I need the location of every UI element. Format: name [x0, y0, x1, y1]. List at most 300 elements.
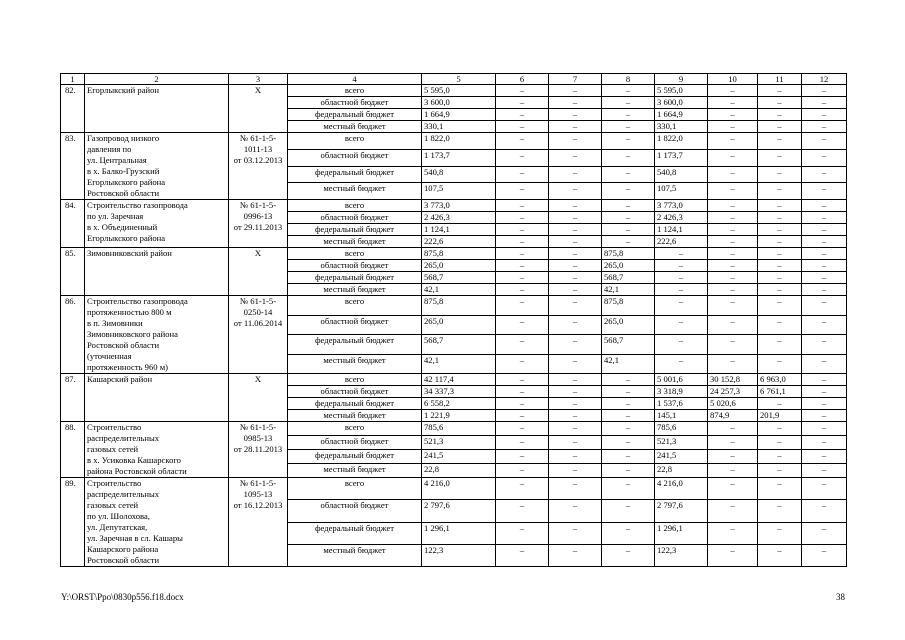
- value-cell: 3 773,0: [655, 200, 708, 212]
- funding-source: областной бюджет: [288, 149, 422, 166]
- funding-source: всего: [288, 200, 422, 212]
- column-number-4: 4: [288, 74, 422, 85]
- value-cell: –: [549, 398, 602, 410]
- value-cell: 5 020,6: [708, 398, 758, 410]
- value-cell: –: [802, 296, 847, 316]
- funding-source: федеральный бюджет: [288, 166, 422, 183]
- item-name-line: по ул. Заречная: [87, 211, 144, 221]
- value-cell: –: [602, 200, 655, 212]
- value-cell: –: [802, 354, 847, 374]
- value-cell: 22,8: [422, 464, 496, 478]
- item-document-line: 1011-13: [243, 144, 273, 154]
- value-cell: –: [708, 284, 758, 296]
- value-cell: –: [802, 149, 847, 166]
- item-document-line: 0250-14: [243, 307, 273, 317]
- item-document-line: № 61-1-5-: [239, 296, 277, 306]
- funding-source: областной бюджет: [288, 500, 422, 522]
- value-cell: –: [496, 284, 549, 296]
- value-cell: –: [549, 478, 602, 500]
- value-cell: 34 337,3: [422, 386, 496, 398]
- value-cell: –: [496, 260, 549, 272]
- value-cell: –: [758, 248, 802, 260]
- funding-source: областной бюджет: [288, 212, 422, 224]
- footer-file-path: Y:\ORST\Ppo\0830p556.f18.docx: [61, 592, 184, 602]
- value-cell: 222,6: [422, 236, 496, 248]
- item-name-line: Егорлыкский район: [87, 85, 160, 95]
- value-cell: 241,5: [422, 450, 496, 464]
- value-cell: –: [496, 236, 549, 248]
- value-cell: 6 963,0: [758, 374, 802, 386]
- item-number: 86.: [61, 296, 85, 374]
- value-cell: –: [549, 335, 602, 355]
- value-cell: –: [708, 248, 758, 260]
- value-cell: –: [496, 436, 549, 450]
- value-cell: –: [802, 212, 847, 224]
- value-cell: –: [496, 97, 549, 109]
- value-cell: –: [708, 522, 758, 544]
- value-cell: –: [496, 522, 549, 544]
- value-cell: 1 822,0: [422, 133, 496, 150]
- value-cell: 42 117,4: [422, 374, 496, 386]
- funding-source: федеральный бюджет: [288, 109, 422, 121]
- item-name-line: распределительных: [87, 489, 160, 499]
- value-cell: 6 558,2: [422, 398, 496, 410]
- value-cell: –: [549, 386, 602, 398]
- value-cell: 1 173,7: [422, 149, 496, 166]
- value-cell: –: [802, 464, 847, 478]
- value-cell: 22,8: [655, 464, 708, 478]
- value-cell: –: [758, 183, 802, 200]
- value-cell: –: [549, 410, 602, 422]
- value-cell: 521,3: [655, 436, 708, 450]
- value-cell: –: [496, 224, 549, 236]
- footer-page-number: 38: [836, 592, 845, 602]
- value-cell: –: [496, 335, 549, 355]
- item-document-line: № 61-1-5-: [239, 200, 277, 210]
- column-number-3: 3: [229, 74, 288, 85]
- value-cell: –: [496, 121, 549, 133]
- value-cell: 3 600,0: [422, 97, 496, 109]
- value-cell: –: [758, 315, 802, 335]
- item-name-line: газовых сетей: [87, 500, 139, 510]
- value-cell: 521,3: [422, 436, 496, 450]
- value-cell: –: [708, 85, 758, 97]
- value-cell: 568,7: [602, 272, 655, 284]
- value-cell: –: [758, 544, 802, 566]
- item-document-line: № 61-1-5-: [239, 133, 277, 143]
- value-cell: –: [708, 272, 758, 284]
- value-cell: –: [549, 436, 602, 450]
- item-document-line: № 61-1-5-: [239, 422, 277, 432]
- value-cell: 1 173,7: [655, 149, 708, 166]
- value-cell: –: [708, 109, 758, 121]
- value-cell: –: [758, 149, 802, 166]
- value-cell: –: [802, 200, 847, 212]
- value-cell: –: [802, 224, 847, 236]
- item-name-line: в х. Усиковка Кашарского: [87, 455, 181, 465]
- funding-source: всего: [288, 478, 422, 500]
- value-cell: –: [549, 183, 602, 200]
- item-name-line: ул. Депутатская,: [87, 522, 148, 532]
- value-cell: –: [602, 85, 655, 97]
- item-name-line: Строительство газопровода: [87, 296, 188, 306]
- value-cell: 1 822,0: [655, 133, 708, 150]
- value-cell: –: [802, 436, 847, 450]
- column-number-5: 5: [422, 74, 496, 85]
- value-cell: –: [602, 374, 655, 386]
- value-cell: –: [496, 212, 549, 224]
- value-cell: –: [758, 133, 802, 150]
- value-cell: –: [758, 478, 802, 500]
- value-cell: –: [758, 272, 802, 284]
- value-cell: 5 001,6: [655, 374, 708, 386]
- value-cell: –: [496, 422, 549, 436]
- budget-table: [60, 73, 847, 567]
- item-name-line: Строительство газопровода: [87, 200, 188, 210]
- item-number: 85.: [61, 248, 85, 296]
- value-cell: 2 797,6: [422, 500, 496, 522]
- funding-source: областной бюджет: [288, 97, 422, 109]
- value-cell: –: [802, 410, 847, 422]
- value-cell: –: [602, 224, 655, 236]
- item-name: [85, 200, 229, 248]
- value-cell: –: [549, 166, 602, 183]
- value-cell: –: [802, 284, 847, 296]
- value-cell: –: [496, 410, 549, 422]
- table-row: [61, 374, 847, 386]
- value-cell: 568,7: [602, 335, 655, 355]
- table-row: [61, 133, 847, 150]
- value-cell: –: [758, 422, 802, 436]
- value-cell: –: [602, 183, 655, 200]
- value-cell: –: [708, 166, 758, 183]
- value-cell: –: [549, 133, 602, 150]
- value-cell: –: [549, 224, 602, 236]
- value-cell: –: [602, 410, 655, 422]
- funding-source: всего: [288, 374, 422, 386]
- value-cell: –: [549, 121, 602, 133]
- funding-source: областной бюджет: [288, 315, 422, 335]
- item-name-line: Ростовской области: [87, 340, 160, 350]
- value-cell: 2 797,6: [655, 500, 708, 522]
- value-cell: –: [655, 248, 708, 260]
- value-cell: –: [549, 422, 602, 436]
- value-cell: 1 664,9: [422, 109, 496, 121]
- item-name-line: в х. Объединенный: [87, 222, 158, 232]
- value-cell: –: [802, 236, 847, 248]
- value-cell: –: [708, 200, 758, 212]
- value-cell: 330,1: [655, 121, 708, 133]
- column-number-6: 6: [496, 74, 549, 85]
- item-document-line: от 03.12.2013: [233, 155, 283, 165]
- value-cell: 1 296,1: [422, 522, 496, 544]
- item-number: 88.: [61, 422, 85, 478]
- value-cell: –: [802, 544, 847, 566]
- value-cell: –: [708, 296, 758, 316]
- value-cell: –: [655, 335, 708, 355]
- item-number: 87.: [61, 374, 85, 422]
- value-cell: –: [549, 315, 602, 335]
- column-number-12: 12: [802, 74, 847, 85]
- item-name-line: в п. Зимовники: [87, 318, 143, 328]
- value-cell: –: [758, 97, 802, 109]
- value-cell: 874,9: [708, 410, 758, 422]
- value-cell: –: [802, 478, 847, 500]
- value-cell: –: [758, 296, 802, 316]
- value-cell: –: [708, 544, 758, 566]
- value-cell: –: [602, 464, 655, 478]
- item-document: [229, 296, 288, 374]
- value-cell: –: [549, 272, 602, 284]
- value-cell: 1 537,6: [655, 398, 708, 410]
- funding-source: федеральный бюджет: [288, 335, 422, 355]
- funding-source: местный бюджет: [288, 544, 422, 566]
- value-cell: –: [602, 121, 655, 133]
- value-cell: 222,6: [655, 236, 708, 248]
- value-cell: –: [496, 386, 549, 398]
- item-name-line: по ул. Шолохова,: [87, 511, 150, 521]
- value-cell: 2 426,3: [422, 212, 496, 224]
- value-cell: –: [602, 478, 655, 500]
- value-cell: –: [708, 212, 758, 224]
- item-name-line: Кашарского района: [87, 544, 159, 554]
- item-document: [229, 374, 288, 422]
- value-cell: –: [802, 374, 847, 386]
- item-document-line: от 28.11.2013: [233, 444, 283, 454]
- item-name: [85, 422, 229, 478]
- value-cell: –: [708, 133, 758, 150]
- value-cell: –: [802, 109, 847, 121]
- value-cell: 265,0: [602, 315, 655, 335]
- value-cell: –: [602, 386, 655, 398]
- value-cell: 42,1: [602, 284, 655, 296]
- item-name: [85, 248, 229, 296]
- item-number: 83.: [61, 133, 85, 200]
- value-cell: –: [758, 464, 802, 478]
- value-cell: 875,8: [602, 296, 655, 316]
- value-cell: –: [708, 500, 758, 522]
- value-cell: –: [655, 315, 708, 335]
- value-cell: –: [602, 500, 655, 522]
- item-name-line: Строительство: [87, 422, 142, 432]
- funding-source: областной бюджет: [288, 436, 422, 450]
- value-cell: –: [602, 149, 655, 166]
- value-cell: 265,0: [602, 260, 655, 272]
- value-cell: 122,3: [422, 544, 496, 566]
- value-cell: –: [802, 422, 847, 436]
- column-number-2: 2: [85, 74, 229, 85]
- item-name-line: ул. Заречная в сл. Кашары: [87, 533, 183, 543]
- value-cell: –: [602, 544, 655, 566]
- value-cell: –: [549, 97, 602, 109]
- value-cell: –: [496, 500, 549, 522]
- value-cell: –: [496, 248, 549, 260]
- value-cell: 24 257,3: [708, 386, 758, 398]
- value-cell: –: [708, 183, 758, 200]
- value-cell: –: [496, 398, 549, 410]
- value-cell: –: [708, 224, 758, 236]
- item-document-line: 1095-13: [243, 489, 273, 499]
- value-cell: –: [655, 284, 708, 296]
- value-cell: 2 426,3: [655, 212, 708, 224]
- item-document-line: от 16.12.2013: [233, 500, 283, 510]
- value-cell: 145,1: [655, 410, 708, 422]
- funding-source: местный бюджет: [288, 354, 422, 374]
- value-cell: –: [758, 200, 802, 212]
- value-cell: 4 216,0: [655, 478, 708, 500]
- item-document: [229, 422, 288, 478]
- value-cell: –: [549, 109, 602, 121]
- value-cell: 107,5: [655, 183, 708, 200]
- value-cell: 107,5: [422, 183, 496, 200]
- value-cell: 1 124,1: [422, 224, 496, 236]
- value-cell: 42,1: [602, 354, 655, 374]
- value-cell: 201,9: [758, 410, 802, 422]
- table-row: [61, 248, 847, 260]
- funding-source: местный бюджет: [288, 236, 422, 248]
- value-cell: 875,8: [422, 248, 496, 260]
- column-number-9: 9: [655, 74, 708, 85]
- table-row: [61, 422, 847, 436]
- item-name-line: распределительных: [87, 433, 160, 443]
- value-cell: –: [802, 97, 847, 109]
- value-cell: –: [549, 296, 602, 316]
- value-cell: –: [708, 450, 758, 464]
- value-cell: –: [655, 296, 708, 316]
- value-cell: –: [602, 166, 655, 183]
- value-cell: –: [802, 133, 847, 150]
- value-cell: –: [496, 272, 549, 284]
- value-cell: –: [802, 450, 847, 464]
- value-cell: –: [496, 85, 549, 97]
- value-cell: –: [655, 260, 708, 272]
- value-cell: 30 152,8: [708, 374, 758, 386]
- value-cell: –: [802, 522, 847, 544]
- funding-source: федеральный бюджет: [288, 224, 422, 236]
- value-cell: –: [708, 422, 758, 436]
- value-cell: –: [802, 121, 847, 133]
- item-name-line: протяженностью 800 м: [87, 307, 172, 317]
- value-cell: –: [708, 236, 758, 248]
- value-cell: 1 124,1: [655, 224, 708, 236]
- item-name-line: в х. Балко-Грузский: [87, 166, 160, 176]
- funding-source: всего: [288, 248, 422, 260]
- value-cell: –: [655, 354, 708, 374]
- item-name-line: Зимовниковский район: [87, 248, 172, 258]
- item-name-line: ул. Центральная: [87, 155, 147, 165]
- item-document-line: от 11.06.2014: [233, 318, 283, 328]
- item-name-line: Ростовской области: [87, 188, 160, 198]
- value-cell: –: [802, 398, 847, 410]
- value-cell: –: [802, 248, 847, 260]
- item-name-line: Кашарский район: [87, 374, 153, 384]
- value-cell: –: [802, 500, 847, 522]
- value-cell: –: [708, 149, 758, 166]
- funding-source: федеральный бюджет: [288, 398, 422, 410]
- table-row: [61, 478, 847, 500]
- item-document: [229, 133, 288, 200]
- value-cell: 265,0: [422, 260, 496, 272]
- value-cell: –: [602, 109, 655, 121]
- funding-source: федеральный бюджет: [288, 522, 422, 544]
- value-cell: –: [802, 315, 847, 335]
- value-cell: –: [758, 224, 802, 236]
- value-cell: –: [496, 133, 549, 150]
- value-cell: 785,6: [655, 422, 708, 436]
- value-cell: 42,1: [422, 284, 496, 296]
- value-cell: –: [758, 436, 802, 450]
- value-cell: –: [549, 248, 602, 260]
- item-document-line: № 61-1-5-: [239, 478, 277, 488]
- item-document-line: X: [254, 374, 262, 384]
- value-cell: 241,5: [655, 450, 708, 464]
- value-cell: –: [708, 354, 758, 374]
- value-cell: 1 664,9: [655, 109, 708, 121]
- value-cell: 875,8: [602, 248, 655, 260]
- value-cell: –: [549, 374, 602, 386]
- value-cell: 875,8: [422, 296, 496, 316]
- column-number-1: 1: [61, 74, 85, 85]
- value-cell: –: [549, 450, 602, 464]
- value-cell: 6 761,1: [758, 386, 802, 398]
- item-name: [85, 296, 229, 374]
- value-cell: –: [655, 272, 708, 284]
- funding-source: местный бюджет: [288, 121, 422, 133]
- value-cell: –: [496, 478, 549, 500]
- value-cell: –: [758, 109, 802, 121]
- value-cell: –: [758, 236, 802, 248]
- value-cell: –: [496, 166, 549, 183]
- column-number-10: 10: [708, 74, 758, 85]
- value-cell: –: [549, 200, 602, 212]
- value-cell: –: [758, 335, 802, 355]
- item-document-line: от 29.11.2013: [233, 222, 283, 232]
- value-cell: 568,7: [422, 272, 496, 284]
- value-cell: –: [708, 335, 758, 355]
- item-name-line: протяженность 960 м): [87, 362, 168, 372]
- item-number: 84.: [61, 200, 85, 248]
- value-cell: –: [758, 354, 802, 374]
- value-cell: –: [496, 315, 549, 335]
- value-cell: 5 595,0: [422, 85, 496, 97]
- value-cell: –: [602, 522, 655, 544]
- value-cell: 1 296,1: [655, 522, 708, 544]
- table-header-row: [61, 74, 847, 85]
- funding-source: всего: [288, 85, 422, 97]
- value-cell: –: [708, 97, 758, 109]
- item-name: [85, 85, 229, 133]
- value-cell: –: [549, 236, 602, 248]
- value-cell: –: [549, 464, 602, 478]
- value-cell: –: [496, 374, 549, 386]
- item-name-line: Егорлыкского района: [87, 177, 166, 187]
- value-cell: –: [758, 522, 802, 544]
- value-cell: 1 221,9: [422, 410, 496, 422]
- value-cell: –: [758, 500, 802, 522]
- value-cell: –: [758, 398, 802, 410]
- item-number: 89.: [61, 478, 85, 567]
- item-number: 82.: [61, 85, 85, 133]
- funding-source: областной бюджет: [288, 260, 422, 272]
- value-cell: 42,1: [422, 354, 496, 374]
- value-cell: –: [496, 183, 549, 200]
- value-cell: –: [602, 236, 655, 248]
- value-cell: –: [602, 422, 655, 436]
- value-cell: –: [708, 436, 758, 450]
- column-number-8: 8: [602, 74, 655, 85]
- value-cell: –: [758, 85, 802, 97]
- value-cell: 785,6: [422, 422, 496, 436]
